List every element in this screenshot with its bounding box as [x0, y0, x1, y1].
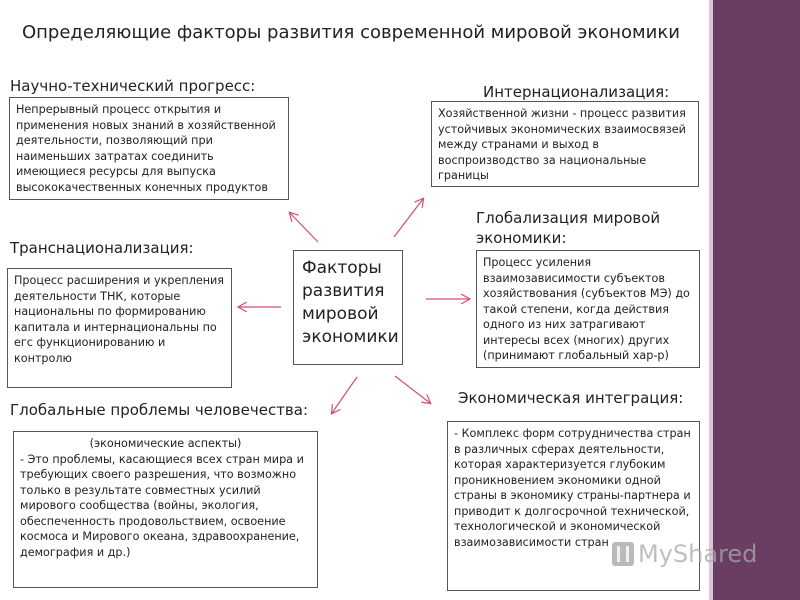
arrow-to-ntp	[290, 213, 318, 242]
box-integration-text: - Комплекс форм сотрудничества стран в различных сферах деятельности, которая характеризуется глубоким проникновением экономики одной страны в экономику страны-партнера и приводит к долгосрочной технической, технологической и экономической взаимозависимости стран	[454, 427, 691, 549]
arrow-to-internationalization	[394, 199, 423, 237]
box-globalization-text: Процесс усиления взаимозависимости субъектов хозяйствования (субъектов МЭ) до такой степени, когда действия одного из них затрагивают интересы всех (многих) других (принимают глобальный хар-р)	[483, 256, 690, 362]
page-title: Определяющие факторы развития современной мировой экономики	[22, 22, 680, 43]
heading-ntp: Научно-технический прогресс:	[10, 77, 256, 95]
watermark-text: MyShared	[638, 540, 758, 568]
arrow-to-integration	[395, 376, 430, 403]
heading-globalization: Глобализация мировой экономики:	[476, 209, 661, 247]
box-internationalization-text: Хозяйственной жизни - процесс развития устойчивых экономических взаимосвязей между странами и выход в воспроизводство за национальные границы	[438, 107, 686, 182]
heading-integration: Экономическая интеграция:	[458, 389, 684, 407]
center-line-3: мировой	[302, 304, 379, 324]
center-line-2: развития	[302, 281, 385, 301]
presentation-icon	[612, 542, 634, 566]
heading-transnationalization: Транснационализация:	[10, 239, 194, 257]
box-global-problems-subheading: (экономические аспекты)	[89, 437, 242, 450]
heading-internationalization: Интернационализация:	[483, 83, 670, 101]
box-transnationalization-text: Процесс расширения и укрепления деятельности ТНК, которые национальны по формированию капитала и интернациональны по егс функционированию и контролю	[14, 274, 225, 365]
heading-global-problems: Глобальные проблемы человечества:	[10, 401, 309, 419]
box-global-problems-text: - Это проблемы, касающиеся всех стран мира и требующих своего разрешения, что возможно только в результате совместных усилий мирового сообщества (войны, экология, обеспеченность продовольствием, освоение космоса и Мирового океана, здравоохранение, демография и др.)	[20, 452, 304, 559]
box-ntp-text: Непрерывный процесс открытия и применения новых знаний в хозяйственной деятельности, позволяющий при наименьших затратах соединить имеющиеся ресурсы для выпуска высококачественных конечных продуктов	[16, 103, 276, 194]
arrow-to-global-problems	[332, 377, 357, 413]
center-line-4: экономики	[302, 327, 399, 347]
center-line-1: Факторы	[302, 258, 382, 278]
watermark	[612, 540, 757, 568]
